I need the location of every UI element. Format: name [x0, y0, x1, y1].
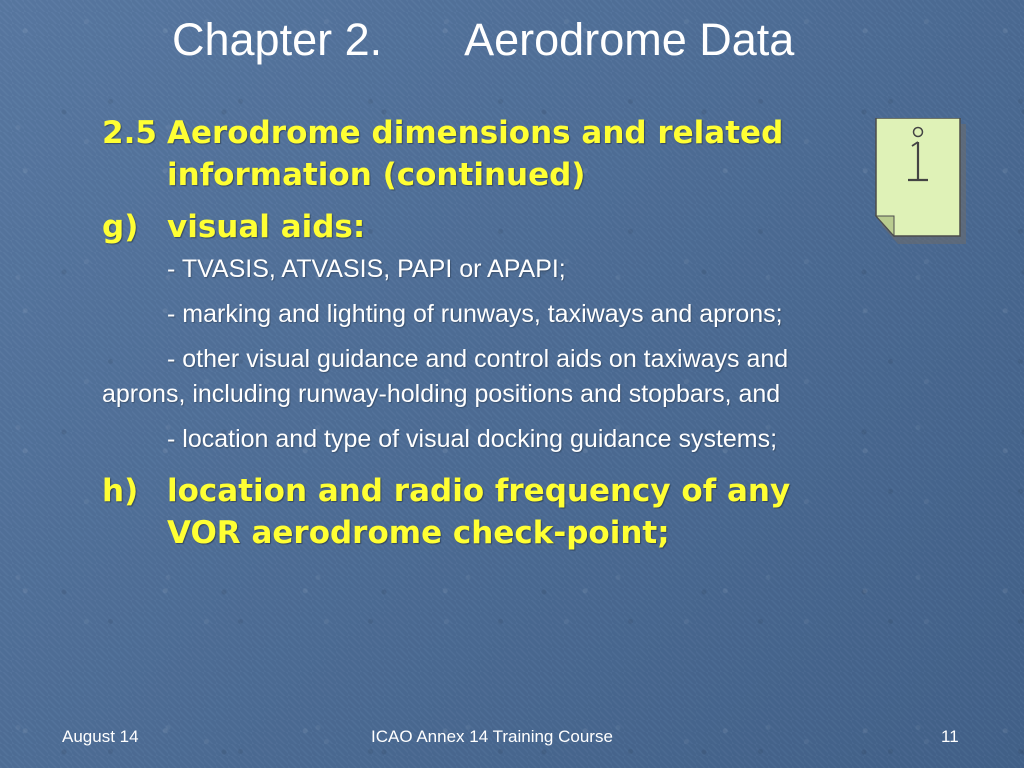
item-h-marker: h): [102, 473, 139, 509]
info-note: [872, 118, 972, 244]
subitem-line: - other visual guidance and control aids on taxiways and: [167, 345, 789, 373]
item-h-text: location and radio frequency of any VOR aerodrome check-point;: [167, 473, 791, 551]
subitem-line: - marking and lighting of runways, taxiways and aprons;: [167, 300, 783, 328]
item-g-heading: [102, 206, 877, 248]
section-heading: [102, 112, 877, 196]
info-note-icon: [872, 118, 972, 244]
item-h-heading: [102, 470, 877, 554]
chapter-title: Aerodrome Data: [464, 14, 795, 65]
subitem-line: - TVASIS, ATVASIS, PAPI or APAPI;: [167, 255, 566, 283]
subitem-line: - location and type of visual docking guidance systems;: [167, 425, 778, 453]
item-g-marker: g): [102, 209, 139, 245]
item-g-text: visual aids:: [167, 209, 366, 245]
section-number: 2.5: [102, 115, 157, 151]
footer-course: ICAO Annex 14 Training Course: [371, 727, 613, 746]
chapter-label: Chapter 2.: [172, 14, 383, 65]
footer-date: August 14: [62, 727, 139, 746]
footer-page-number: 11: [941, 727, 959, 746]
slide-content: [102, 112, 877, 554]
subitem-line: aprons, including runway-holding positions and stopbars, and: [102, 380, 781, 408]
section-text: Aerodrome dimensions and related information (continued): [167, 115, 784, 193]
slide-title: [172, 10, 932, 70]
